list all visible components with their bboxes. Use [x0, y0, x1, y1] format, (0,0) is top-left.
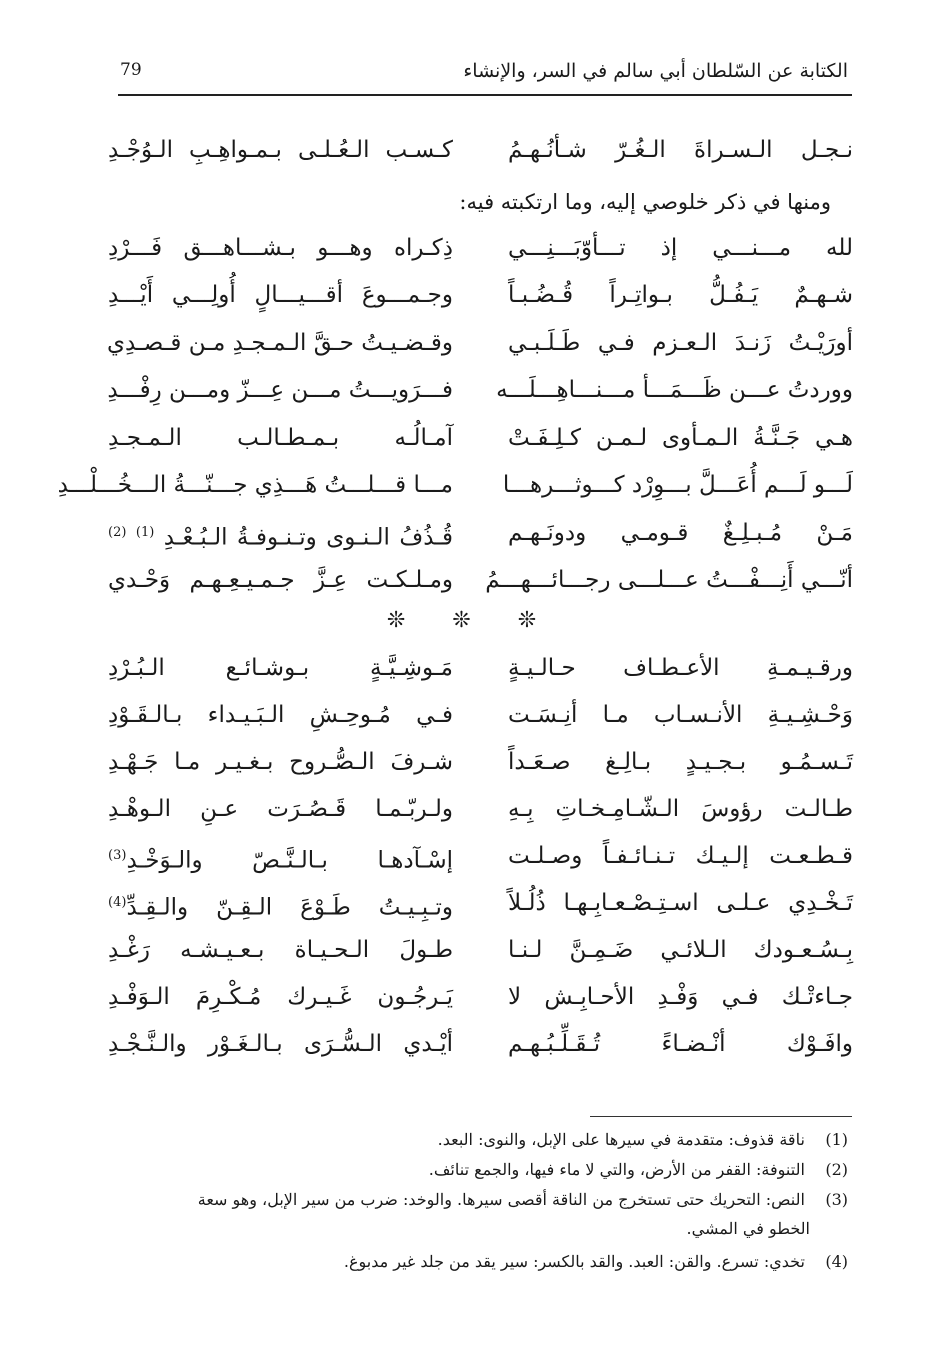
footnote [108, 1186, 848, 1213]
verse-first-hemistich: بِـسُـعـودك الـلائـي ضَـمِـنَّ لـنـا [508, 937, 853, 963]
footnote-continuation: الخطو في المشي. [686, 1219, 810, 1238]
header-divider [118, 94, 852, 96]
footnote-number: (3) [825, 1190, 848, 1209]
verse-fragment: إسْـآدهـا بـالـنَّـصّ والـوَخْـدِ [126, 847, 453, 874]
verse-first-hemistich: طـالـت رؤوسَ الـشّـامِـخـاتِ بِـهِ [508, 796, 853, 822]
verse-line [0, 130, 943, 170]
verse-first-hemistich: تَـسـمُـو بـجـيـدٍ بـالِـغ صـعَـداً [508, 749, 853, 775]
footnote [108, 1156, 848, 1183]
verse-second-hemistich: طـولَ الـحـيـاة بـعـيـشـه رَغْـدِ [108, 937, 453, 963]
verse-second-hemistich: فـي مُـوحِـشِ الـبَـيـداء بـالـقَـوْدِ [108, 702, 453, 728]
verse-first-hemistich: أورَيْـتُ زَنـدَ الـعـزم فـي طَـلَـبـي [508, 330, 853, 356]
verse-line [0, 648, 943, 688]
verse-line [0, 275, 943, 315]
footnote-ref: (2) [108, 525, 127, 540]
verse-second-hemistich: آمـالُـه بـمـطـالـب الـمـجـدِ [108, 425, 453, 451]
footnote-divider [590, 1116, 852, 1117]
verse-first-hemistich: نـجـل الـسـراةَ الـغُـرّ شـأنُـهـمُ [508, 137, 853, 163]
footnote-text: تخدي: تسرع. والقن: العبد. والقد بالكسر: سير يقد من جلد غير مدبوغ. [343, 1252, 805, 1271]
verse-first-hemistich: وَحْـشِـيـةِ الأنـسـاب مـا أنِـسَـت [508, 702, 853, 728]
prose-line: ومنها في ذكر خلوصي إليه، وما ارتكبته فيه: [459, 190, 831, 214]
footnote-text: التنوفة: القفر من الأرض، والتي لا ماء فيها، والجمع تنائف. [428, 1160, 805, 1179]
verse-second-hemistich: ومـلـكـت عِـزَّ جـمـيـعِـهـم وَحْـدي [108, 567, 453, 593]
page-number: 79 [120, 60, 142, 80]
verse-line [0, 418, 943, 458]
footnote-ref: (3) [108, 848, 127, 863]
verse-line [0, 513, 943, 553]
verse-first-hemistich: شـهـمٌ يَـفُـلُّ بـواتِـراً قُـضُـبـاً [508, 282, 853, 308]
section-break-ornament: ❊ ❊ ❊ [386, 608, 557, 633]
verse-first-hemistich: قـطـعـت إلـيـك تـنـائـفـاً وصـلـت [508, 843, 853, 869]
verse-second-hemistich-with-note [108, 883, 453, 928]
verse-first-hemistich: لله مـــنـــي إذ تـــأوّبَـــنِـــي [508, 235, 853, 261]
verse-line [0, 977, 943, 1017]
verse-first-hemistich: لَـــو لَـــم أُعَـــلَّ بـــوِرْد كـــوثـــرهـــا [502, 472, 853, 498]
verse-second-hemistich: وقـضـيـتُ حـقَّ الـمـجـدِ مـن قـصـدِي [106, 330, 453, 356]
verse-first-hemistich: ورقـيـمـةِ الأعـطـاف حـالـيـةٍ [508, 655, 853, 681]
verse-second-hemistich: أيْـدي الـسُّـرَى بـالـغَـوْر والـنَّـجْـدِ [108, 1031, 453, 1057]
verse-line [0, 1024, 943, 1064]
verse-second-hemistich: فـــرَويـــتُ مـــن عِـــزّ ومـــن رِفْـــدِ [107, 377, 453, 403]
verse-line [0, 323, 943, 363]
running-header: الكتابة عن السّلطان أبي سالم في السر، والإنشاء [463, 60, 848, 82]
footnote-number: (1) [825, 1130, 848, 1149]
verse-second-hemistich: مـــا قـــلـــتُ هَـــذِي جـــنّـــةُ الـــخُـــلْـــدِ [57, 472, 453, 498]
verse-fragment: قُـذُفُ الـنـوى وتـنـوفـةُ الـبُـعْـدِ [163, 524, 453, 551]
verse-first-hemistich: ووردتُ عـــن ظَـــمَـــأ مـــنـــاهِـــلَـــه [496, 377, 853, 403]
verse-line [0, 695, 943, 735]
footnote-number: (4) [825, 1252, 848, 1271]
verse-line [0, 560, 943, 600]
verse-line [0, 930, 943, 970]
footnote-ref: (4) [108, 895, 127, 910]
verse-fragment: وتـبِـيـتُ طَـوْعَ الـقِـنّ والـقِـدِّ [126, 894, 453, 921]
verse-second-hemistich-with-notes [108, 513, 453, 558]
footnote [108, 1248, 848, 1275]
verse-second-hemistich: شـرفَ الـصُّـروح بـغـيـر مـا جَـهْـدِ [108, 749, 453, 775]
verse-first-hemistich: مَـنْ مُـبـلِـغٌ قـومـي ودونَـهـم [508, 520, 853, 546]
verse-first-hemistich: تَـخْـدِي عـلـى اسـتِـصْـعـابِـهـا ذُلُـلاً [508, 890, 853, 916]
footnote-number: (2) [825, 1160, 848, 1179]
verse-first-hemistich: هـي جَـنَّـةُ الـمـأوى لـمـن كـلِـفَـتْ [508, 425, 853, 451]
verse-line [0, 883, 943, 923]
footnote-text: ناقة قذوف: متقدمة في سيرها على الإبل، والنوى: البعد. [437, 1130, 805, 1149]
verse-second-hemistich: وجـمـــوعَ أقـــيـــالٍ أُولِـــي أَيْـــدِ [108, 282, 453, 308]
verse-first-hemistich: وافَـوْك أنْـضـاءً تُـقَـلِّـبُـهـم [508, 1031, 853, 1057]
verse-line [0, 742, 943, 782]
verse-first-hemistich: جـاءتْـك فـي وَفْـدِ الأحـابِـش لا [508, 984, 853, 1010]
verse-first-hemistich: أنّـــي أَنِـــفْـــتُ عـــلـــى رجـــائـــهـــمُ [485, 567, 853, 593]
verse-second-hemistich: ولـربّـمـا قَـصُـرَت عـنِ الـوهْـدِ [108, 796, 453, 822]
footnote-text: النص: التحريك حتى تستخرج من الناقة أقصى سيرها. والوخد: ضرب من سير الإبل، وهو سعة [197, 1190, 805, 1209]
footnote-ref: (1) [135, 525, 155, 540]
verse-second-hemistich: يَـرجُـون غَـيـرك مُـكْـرِمَ الـوَفْـدِ [108, 984, 453, 1010]
verse-line [0, 789, 943, 829]
verse-second-hemistich: ذِكـراه وهـــو بـشـــاهـــق فَـــرْدِ [108, 235, 453, 261]
verse-second-hemistich: مَـوشِـيَّـةٍ بـوشـائـع الـبُـرْدِ [108, 655, 453, 681]
verse-line [0, 228, 943, 268]
footnote [108, 1126, 848, 1153]
verse-second-hemistich-with-note [108, 836, 453, 881]
verse-second-hemistich: كـسـب الـعُـلـى بـمـواهِـبِ الـوُجْـدِ [108, 137, 453, 163]
verse-line [0, 465, 943, 505]
verse-line [0, 370, 943, 410]
verse-line [0, 836, 943, 876]
